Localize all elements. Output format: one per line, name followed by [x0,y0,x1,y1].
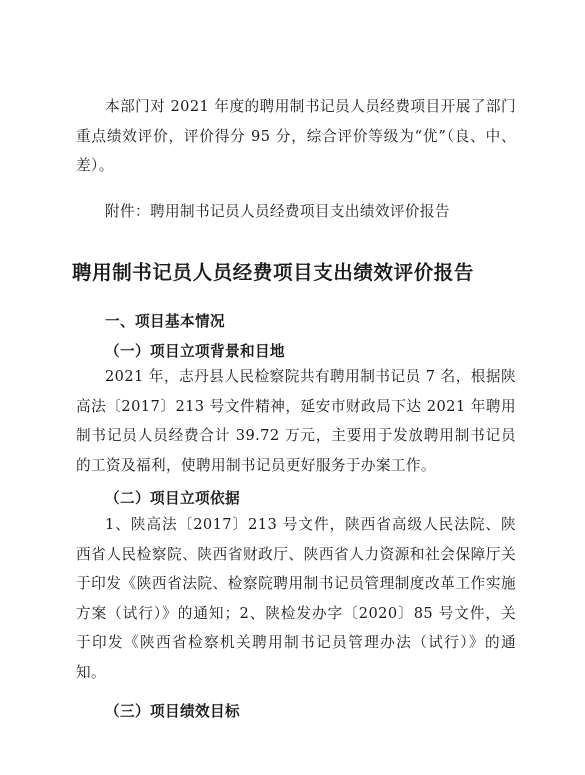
section-heading-basic-info: 一、项目基本情况 [105,313,225,330]
basis-paragraph: 1、陕高法〔2017〕213 号文件，陕西省高级人民法院、陕西省人民检察院、陕西省财政厅、陕西省人力资源和社会保障厅关于印发《陕西省法院、检察院聘用制书记员管理制度改革工作实施方案（试行）》的通知；2、陕检发办字〔2020〕85 号文件，关于印发《陕西省检察机关聘用制书记员管理办法（试行）》的通知。 [76,516,516,681]
report-title: 聘用制书记员人员经费项目支出绩效评价报告 [72,261,475,284]
subsection-heading-background: （一）项目立项背景和目地 [105,343,285,360]
attachment-line: 附件：聘用制书记员人员经费项目支出绩效评价报告 [105,203,450,220]
intro-paragraph: 本部门对 2021 年度的聘用制书记员人员经费项目开展了部门重点绩效评价，评价得分 95 分，综合评价等级为“优”（良、中、差）。 [76,98,516,174]
subsection-heading-basis: （二）项目立项依据 [105,490,240,507]
background-paragraph: 2021 年，志丹县人民检察院共有聘用制书记员 7 名，根据陕高法〔2017〕213 号文件精神，延安市财政局下达 2021 年聘用制书记员人员经费合计 39.72 万元，主要用于发放聘用制书记员的工资及福利，使聘用制书记员更好服务于办案工作。 [76,368,516,474]
subsection-heading-performance-goals: （三）项目绩效目标 [105,703,240,720]
